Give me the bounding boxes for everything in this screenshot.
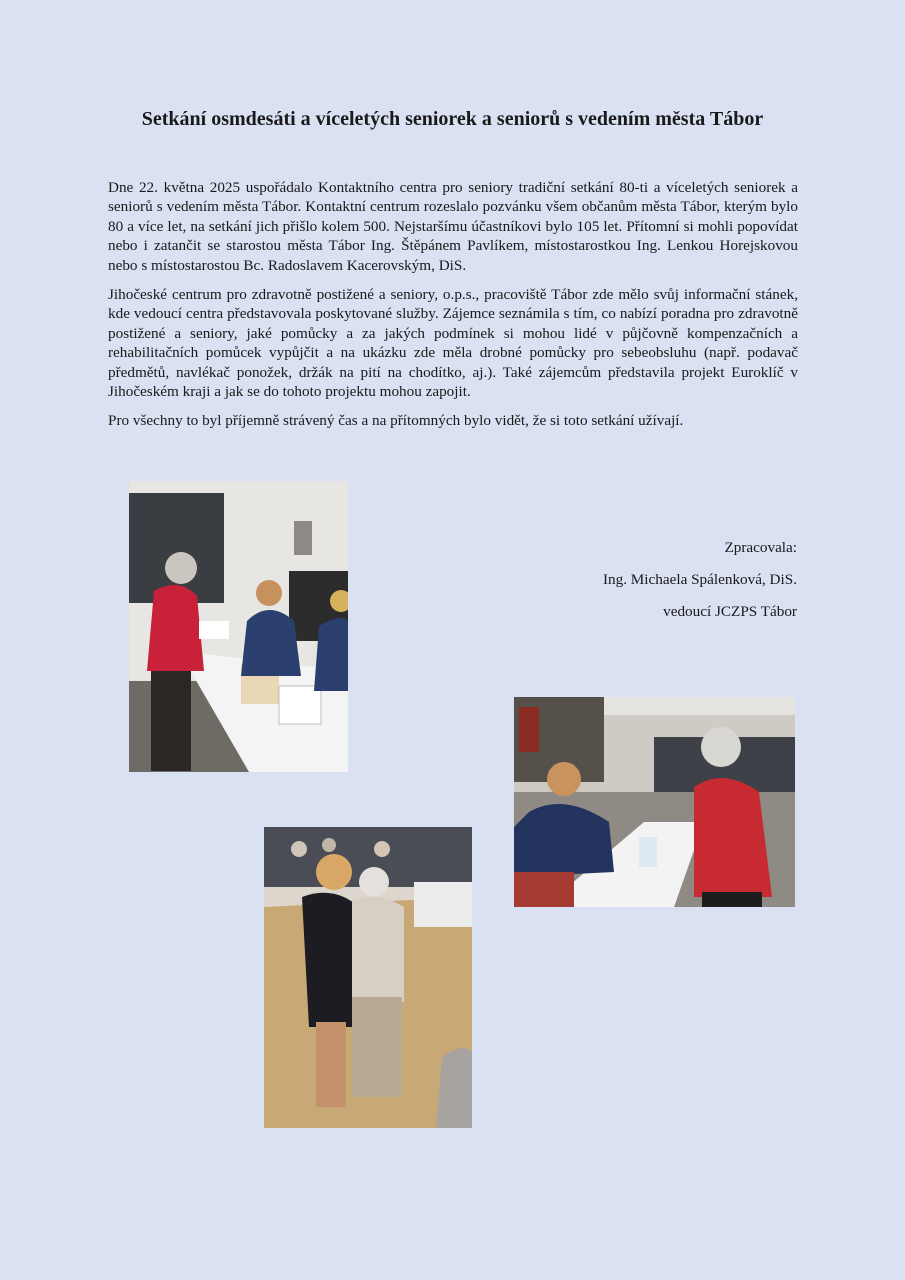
paragraph-1: Dne 22. května 2025 uspořádalo Kontaktního centra pro seniory tradiční setkání 80-ti a víceletých seniorek a seniorů s vedením města Tábor. Kontaktní centrum rozeslalo pozvánku všem občanům města Tábor, kterým bylo 80 a více let, na setkání jich přišlo kolem 500. Nejstaršímu účastníkovi bylo 105 let. Přítomní si mohli popovídat nebo i zatančit se starostou města Tábor Ing. Štěpánem Pavlíkem, místostarostkou Ing. Lenkou Horejskovou nebo s místostarostou Bc. Radoslavem Kacerovským, DiS. <box>108 179 798 274</box>
signature-block <box>603 532 797 628</box>
signature-label: Zpracovala: <box>724 539 797 556</box>
signature-role: vedoucí JCZPS Tábor <box>663 603 797 620</box>
paragraph-3: Pro všechny to byl příjemně strávený čas a na přítomných bylo vidět, že si toto setkání užívají. <box>108 412 684 430</box>
photo-info-stand <box>129 481 348 772</box>
photo-dancing <box>264 827 472 1128</box>
page-title: Setkání osmdesáti a víceletých seniorek a seniorů s vedením města Tábor <box>141 108 764 130</box>
article-body <box>108 178 798 441</box>
photo-conversation <box>514 697 795 907</box>
signature-name: Ing. Michaela Spálenková, DiS. <box>602 571 797 588</box>
paragraph-2: Jihočeské centrum pro zdravotně postižené a seniory, o.p.s., pracoviště Tábor zde mělo svůj informační stánek, kde vedoucí centra představovala poskytované služby. Zájemce seznámila s tím, co nabízí poradna pro zdravotně postižené a seniory, jaké pomůcky a za jakých podmínek si mohou lidé v půjčovně kompenzačních a rehabilitačních pomůcek vypůjčit a na ukázku zde měla drobné pomůcky pro sebeobsluhu (např. podavač předmětů, navlékač ponožek, držák na pití na chodítko, aj.). Také zájemcům představila projekt Euroklíč v Jihočeském kraji a jak se do tohoto projektu mohou zapojit. <box>108 286 798 401</box>
